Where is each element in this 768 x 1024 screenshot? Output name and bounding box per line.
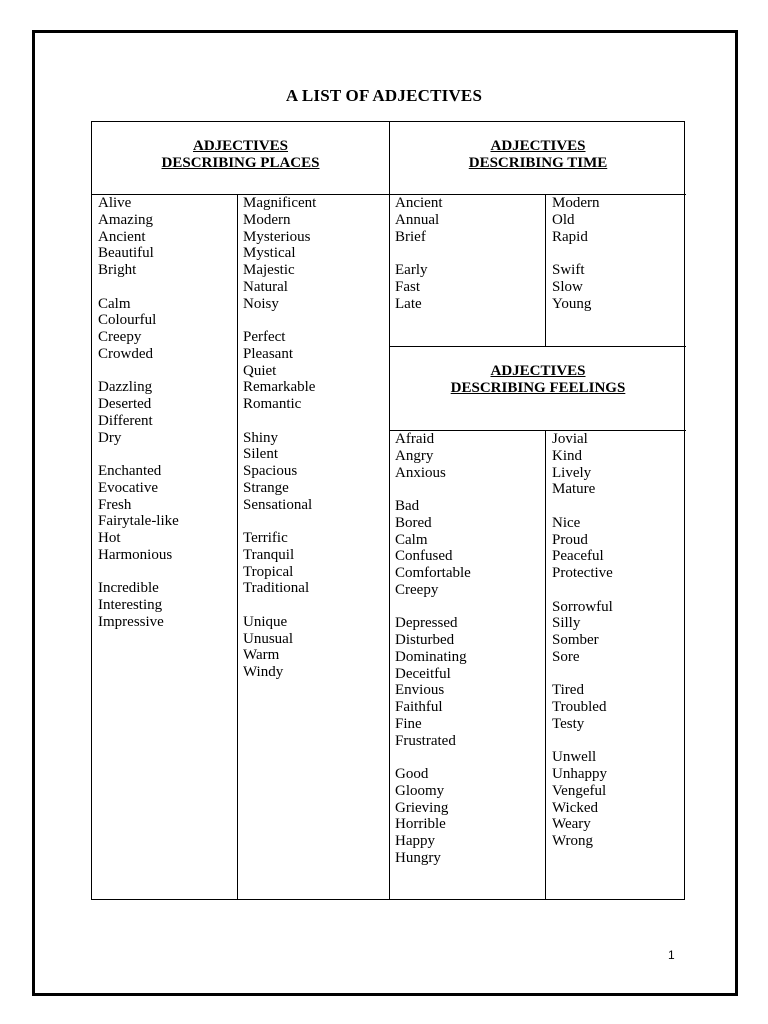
adjective-item: Sore bbox=[552, 648, 580, 665]
adjective-item: Pleasant bbox=[243, 345, 293, 362]
adjective-item: Amazing bbox=[98, 211, 153, 228]
adjective-item: Creepy bbox=[395, 581, 439, 598]
page-number: 1 bbox=[668, 948, 675, 962]
adjective-item: Crowded bbox=[98, 345, 153, 362]
divider-feelings-columns bbox=[545, 430, 546, 899]
adjective-item: Colourful bbox=[98, 312, 157, 329]
adjective-item bbox=[243, 312, 316, 329]
adjective-item: Fresh bbox=[98, 496, 132, 513]
adjective-item: Mature bbox=[552, 481, 596, 498]
adjective-item: Frustrated bbox=[395, 732, 456, 749]
adjective-item: Traditional bbox=[243, 580, 310, 597]
adjective-item: Annual bbox=[395, 211, 440, 228]
adjective-item: Disturbed bbox=[395, 632, 455, 648]
adjective-item bbox=[395, 245, 442, 262]
adjective-item: Wicked bbox=[552, 799, 599, 816]
adjective-item bbox=[243, 513, 316, 530]
adjective-item: Dominating bbox=[395, 648, 467, 665]
time-column-1 bbox=[395, 195, 442, 312]
adjective-item: Faithful bbox=[395, 699, 443, 715]
adjective-item: Rapid bbox=[552, 228, 588, 245]
adjective-item bbox=[552, 245, 600, 262]
adjective-item: Vengeful bbox=[552, 782, 607, 799]
time-column-2 bbox=[552, 195, 600, 312]
adjective-item: Old bbox=[552, 211, 575, 228]
adjective-item: Spacious bbox=[243, 463, 298, 479]
adjective-item: Strange bbox=[243, 479, 289, 496]
adjective-item: Bored bbox=[395, 514, 432, 531]
adjective-item: Angry bbox=[395, 447, 434, 464]
adjective-item: Comfortable bbox=[395, 565, 471, 581]
adjective-item: Remarkable bbox=[243, 379, 316, 396]
time-heading-line1: ADJECTIVES bbox=[490, 138, 586, 154]
adjective-item: Dry bbox=[98, 429, 122, 446]
adjective-item: Magnificent bbox=[243, 195, 317, 211]
adjective-item: Unhappy bbox=[552, 766, 607, 782]
adjective-item: Good bbox=[395, 766, 429, 782]
places-heading bbox=[92, 138, 389, 172]
adjective-item: Different bbox=[98, 412, 153, 429]
adjective-item: Grieving bbox=[395, 799, 449, 816]
adjective-item: Testy bbox=[552, 715, 585, 732]
adjective-item: Horrible bbox=[395, 816, 446, 833]
adjective-item: Slow bbox=[552, 278, 583, 295]
adjective-item: Protective bbox=[552, 565, 613, 581]
adjective-item: Terrific bbox=[243, 530, 288, 546]
adjective-item: Swift bbox=[552, 262, 585, 278]
adjective-item: Modern bbox=[243, 211, 291, 228]
adjective-item bbox=[552, 733, 613, 750]
adjective-item: Incredible bbox=[98, 580, 159, 597]
adjective-item: Tropical bbox=[243, 563, 294, 580]
places-column-1 bbox=[98, 195, 179, 631]
adjective-item: Gloomy bbox=[395, 782, 445, 799]
feelings-column-1 bbox=[395, 431, 471, 867]
divider-places-time bbox=[389, 122, 390, 899]
divider-time-feelings bbox=[389, 346, 686, 347]
adjective-item: Beautiful bbox=[98, 245, 154, 262]
adjective-item: Unusual bbox=[243, 630, 293, 647]
adjective-item: Silly bbox=[552, 615, 581, 632]
adjective-item bbox=[552, 498, 613, 515]
adjective-item bbox=[552, 582, 613, 599]
adjective-item bbox=[552, 666, 613, 683]
adjective-item: Weary bbox=[552, 816, 591, 833]
adjective-item: Ancient bbox=[98, 228, 146, 245]
places-heading-line2: DESCRIBING PLACES bbox=[161, 155, 320, 171]
adjective-item: Unique bbox=[243, 613, 288, 630]
adjectives-table bbox=[91, 121, 685, 900]
adjective-item: Harmonious bbox=[98, 546, 173, 563]
adjective-item bbox=[98, 446, 179, 463]
adjective-item bbox=[98, 363, 179, 380]
adjective-item: Enchanted bbox=[98, 463, 162, 479]
page-title: A LIST OF ADJECTIVES bbox=[285, 86, 483, 105]
adjective-item: Modern bbox=[552, 195, 600, 211]
adjective-item: Alive bbox=[98, 195, 132, 211]
feelings-heading-line1: ADJECTIVES bbox=[490, 363, 586, 379]
adjective-item: Deserted bbox=[98, 396, 152, 412]
divider-time-columns bbox=[545, 194, 546, 346]
adjective-item: Romantic bbox=[243, 396, 302, 412]
adjective-item: Proud bbox=[552, 531, 588, 548]
adjective-item: Brief bbox=[395, 228, 426, 245]
adjective-item bbox=[98, 564, 179, 581]
adjective-item: Early bbox=[395, 262, 428, 278]
adjective-item: Fairytale-like bbox=[98, 513, 179, 530]
adjective-item: Wrong bbox=[552, 833, 594, 849]
adjective-item: Tired bbox=[552, 682, 584, 699]
adjective-item: Shiny bbox=[243, 429, 279, 446]
adjective-item: Lively bbox=[552, 464, 592, 481]
adjective-item: Kind bbox=[552, 447, 582, 464]
adjective-item: Sorrowful bbox=[552, 598, 613, 615]
adjective-item: Bad bbox=[395, 498, 420, 514]
adjective-item: Afraid bbox=[395, 431, 435, 447]
places-heading-line1: ADJECTIVES bbox=[192, 138, 289, 154]
adjective-item: Silent bbox=[243, 446, 279, 463]
adjective-item: Interesting bbox=[98, 597, 163, 613]
adjective-item bbox=[395, 599, 471, 616]
time-heading-line2: DESCRIBING TIME bbox=[468, 155, 608, 171]
adjective-item: Nice bbox=[552, 514, 581, 531]
adjective-item: Tranquil bbox=[243, 546, 295, 563]
adjective-item: Mystical bbox=[243, 245, 296, 262]
adjective-item: Majestic bbox=[243, 262, 295, 278]
adjective-item: Happy bbox=[395, 833, 435, 849]
adjective-item: Jovial bbox=[552, 431, 588, 447]
adjective-item: Noisy bbox=[243, 295, 279, 312]
adjective-item bbox=[395, 481, 471, 498]
adjective-item: Peaceful bbox=[552, 548, 604, 565]
adjective-item bbox=[98, 279, 179, 296]
adjective-item: Hungry bbox=[395, 849, 441, 866]
adjective-item: Fine bbox=[395, 715, 422, 732]
adjective-item bbox=[395, 749, 471, 766]
adjective-item: Young bbox=[552, 295, 592, 312]
adjective-item: Bright bbox=[98, 262, 137, 278]
adjective-item: Dazzling bbox=[98, 379, 153, 396]
adjective-item: Confused bbox=[395, 548, 453, 565]
adjective-item: Sensational bbox=[243, 496, 313, 513]
adjective-item: Anxious bbox=[395, 464, 446, 481]
adjective-item bbox=[243, 413, 316, 430]
adjective-item: Hot bbox=[98, 530, 121, 546]
adjective-item: Perfect bbox=[243, 329, 286, 345]
adjective-item: Somber bbox=[552, 632, 599, 648]
adjective-item: Mysterious bbox=[243, 228, 311, 245]
adjective-item: Windy bbox=[243, 664, 284, 680]
adjective-item bbox=[243, 597, 316, 614]
adjective-item: Natural bbox=[243, 278, 288, 295]
adjective-item: Envious bbox=[395, 682, 445, 699]
feelings-heading bbox=[390, 363, 686, 397]
adjective-item: Evocative bbox=[98, 479, 158, 496]
feelings-heading-line2: DESCRIBING FEELINGS bbox=[450, 380, 626, 396]
time-heading bbox=[390, 138, 686, 172]
adjective-item: Late bbox=[395, 295, 422, 312]
adjective-item: Quiet bbox=[243, 362, 277, 379]
adjective-item: Impressive bbox=[98, 613, 164, 630]
divider-places-columns bbox=[237, 194, 238, 899]
adjective-item: Fast bbox=[395, 278, 421, 295]
adjective-item: Unwell bbox=[552, 749, 597, 766]
adjective-item: Calm bbox=[395, 531, 428, 548]
adjective-item: Ancient bbox=[395, 195, 443, 211]
adjective-item: Warm bbox=[243, 647, 280, 664]
adjective-item: Calm bbox=[98, 295, 131, 312]
adjective-item: Creepy bbox=[98, 329, 142, 345]
adjective-item: Troubled bbox=[552, 699, 607, 715]
feelings-column-2 bbox=[552, 431, 613, 850]
adjective-item: Deceitful bbox=[395, 665, 451, 682]
adjective-item: Depressed bbox=[395, 615, 458, 632]
places-column-2 bbox=[243, 195, 316, 681]
